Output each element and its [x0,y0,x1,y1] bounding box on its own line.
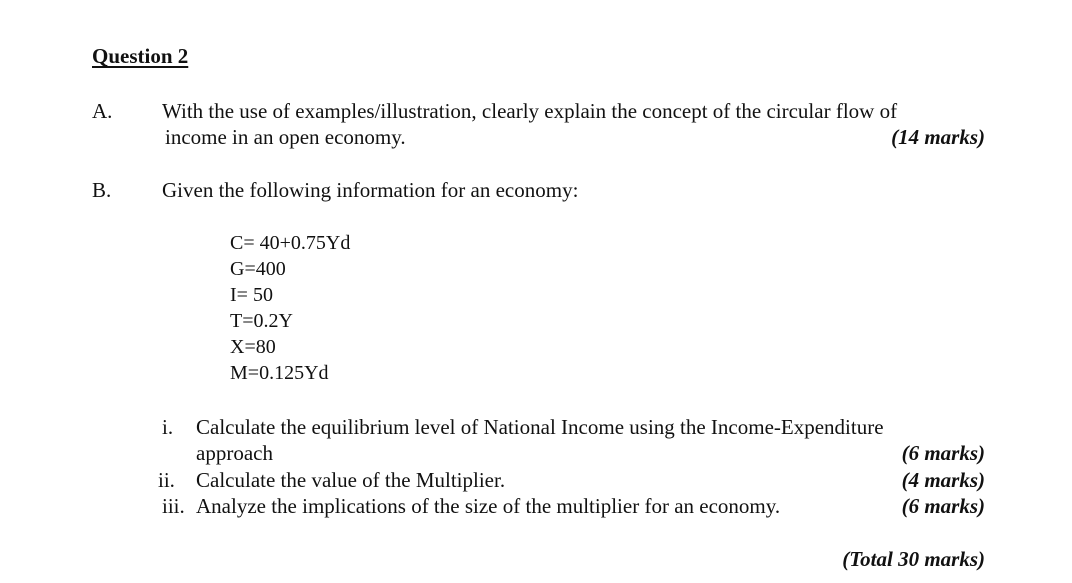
question-heading: Question 2 [92,44,189,68]
subquestion-i-line1: Calculate the equilibrium level of National Income using the Income-Expenditure [196,415,884,439]
equation-tax: T=0.2Y [230,310,293,332]
equation-imports: M=0.125Yd [230,362,329,384]
part-a-marks: (14 marks) [891,125,985,149]
equation-consumption: C= 40+0.75Yd [230,232,351,254]
subquestion-i-line2: approach [196,441,273,465]
subquestion-iii-marks: (6 marks) [901,494,985,518]
subquestion-iii-line1: Analyze the implications of the size of the multiplier for an economy. [196,494,781,518]
part-b-label: B. [92,178,112,202]
subquestion-i-num: i. [162,415,174,439]
total-marks: (Total 30 marks) [842,547,985,571]
part-b-intro: Given the following information for an economy: [162,178,579,202]
subquestion-iii-num: iii. [162,494,185,518]
equation-government: G=400 [230,258,286,280]
equation-exports: X=80 [230,336,276,358]
subquestion-ii-marks: (4 marks) [901,468,985,492]
equation-investment: I= 50 [230,284,273,306]
subquestion-ii-line1: Calculate the value of the Multiplier. [196,468,506,492]
part-a-text-line1: With the use of examples/illustration, clearly explain the concept of the circular flow of [162,99,898,123]
subquestion-i-marks: (6 marks) [901,441,985,465]
part-a-label: A. [92,99,113,123]
part-a-text-line2: income in an open economy. [165,125,406,149]
subquestion-ii-num: ii. [158,468,175,492]
